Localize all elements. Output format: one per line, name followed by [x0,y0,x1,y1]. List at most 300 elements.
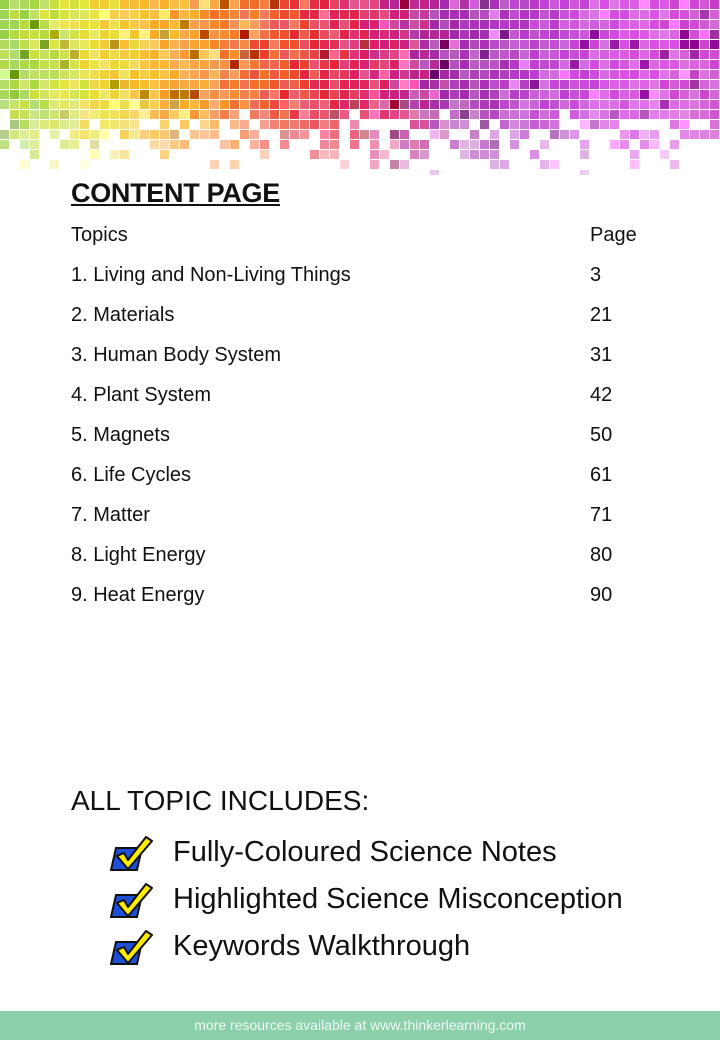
mosaic-tile [70,80,79,89]
mosaic-tile [10,70,19,79]
mosaic-tile [530,40,539,49]
mosaic-tile [330,50,339,59]
mosaic-tile [140,60,149,69]
mosaic-tile [650,40,659,49]
toc-header-row [71,222,651,262]
mosaic-tile [690,80,699,89]
mosaic-tile [300,20,309,29]
mosaic-tile [90,90,99,99]
mosaic-tile [440,130,449,139]
mosaic-tile [580,120,589,129]
mosaic-tile [100,110,109,119]
mosaic-tile [0,50,9,59]
mosaic-tile [460,10,469,19]
mosaic-tile [660,40,669,49]
mosaic-tile [90,140,99,149]
mosaic-tile [430,70,439,79]
mosaic-tile [660,0,669,9]
mosaic-tile [100,20,109,29]
mosaic-tile [570,70,579,79]
mosaic-tile [550,110,559,119]
mosaic-tile [510,10,519,19]
mosaic-tile [60,70,69,79]
mosaic-tile [70,70,79,79]
mosaic-tile [670,60,679,69]
mosaic-tile [120,110,129,119]
mosaic-tile [650,20,659,29]
mosaic-tile [490,100,499,109]
mosaic-tile [240,70,249,79]
mosaic-tile [50,50,59,59]
mosaic-tile [590,30,599,39]
mosaic-tile [390,50,399,59]
mosaic-tile [40,110,49,119]
mosaic-tile [410,10,419,19]
mosaic-tile [440,100,449,109]
mosaic-tile [540,50,549,59]
mosaic-tile [160,90,169,99]
mosaic-tile [80,90,89,99]
mosaic-tile [270,80,279,89]
mosaic-tile [50,80,59,89]
mosaic-tile [470,50,479,59]
mosaic-tile [380,70,389,79]
page-column-header: Page [590,224,637,246]
mosaic-tile [480,150,489,159]
mosaic-tile [620,40,629,49]
mosaic-tile [510,0,519,9]
mosaic-tile [320,20,329,29]
mosaic-tile [190,40,199,49]
mosaic-tile [640,80,649,89]
mosaic-tile [680,130,689,139]
mosaic-tile [280,120,289,129]
mosaic-tile [210,60,219,69]
mosaic-tile [330,120,339,129]
toc-row [71,422,651,462]
mosaic-tile [610,140,619,149]
topics-column-header: Topics [71,224,128,246]
mosaic-tile [300,100,309,109]
mosaic-tile [200,70,209,79]
mosaic-tile [670,0,679,9]
mosaic-tile [590,20,599,29]
mosaic-tile [710,120,719,129]
toc-page-number: 90 [590,584,613,606]
mosaic-tile [440,50,449,59]
mosaic-tile [620,110,629,119]
mosaic-tile [310,40,319,49]
mosaic-tile [310,120,319,129]
mosaic-tile [490,0,499,9]
mosaic-tile [570,90,579,99]
mosaic-tile [600,90,609,99]
mosaic-tile [240,50,249,59]
mosaic-tile [390,140,399,149]
mosaic-tile [10,120,19,129]
mosaic-tile [30,110,39,119]
mosaic-tile [50,100,59,109]
mosaic-tile [340,40,349,49]
mosaic-tile [550,160,559,169]
mosaic-tile [460,20,469,29]
mosaic-tile [340,100,349,109]
mosaic-tile [70,140,79,149]
mosaic-tile [200,90,209,99]
mosaic-tile [460,120,469,129]
mosaic-tile [650,30,659,39]
mosaic-tile [600,20,609,29]
toc-row [71,382,651,422]
mosaic-tile [10,100,19,109]
mosaic-tile [230,100,239,109]
mosaic-tile [230,30,239,39]
mosaic-tile [260,0,269,9]
mosaic-tile [70,20,79,29]
mosaic-tile [100,30,109,39]
mosaic-tile [450,0,459,9]
toc-topic: 3. Human Body System [71,344,282,366]
mosaic-tile [560,20,569,29]
mosaic-tile [310,80,319,89]
mosaic-tile [600,10,609,19]
mosaic-tile [590,60,599,69]
mosaic-tile [190,90,199,99]
mosaic-tile [690,50,699,59]
mosaic-tile [330,80,339,89]
mosaic-tile [420,30,429,39]
mosaic-tile [370,80,379,89]
mosaic-tile [560,40,569,49]
mosaic-tile [300,90,309,99]
mosaic-tile [560,60,569,69]
mosaic-tile [130,90,139,99]
mosaic-tile [630,60,639,69]
toc-topic: 8. Light Energy [71,544,206,566]
mosaic-tile [360,60,369,69]
mosaic-tile [660,10,669,19]
mosaic-tile [410,100,419,109]
mosaic-tile [250,70,259,79]
mosaic-tile [0,0,9,9]
toc-page-number: 71 [590,504,613,526]
mosaic-tile [520,30,529,39]
mosaic-tile [20,0,29,9]
mosaic-tile [500,100,509,109]
mosaic-tile [80,10,89,19]
mosaic-tile [520,70,529,79]
mosaic-tile [500,110,509,119]
mosaic-tile [610,70,619,79]
mosaic-tile [270,110,279,119]
mosaic-tile [110,110,119,119]
mosaic-tile [500,120,509,129]
mosaic-tile [380,20,389,29]
mosaic-tile [450,50,459,59]
mosaic-tile [80,40,89,49]
mosaic-tile [250,20,259,29]
mosaic-tile [550,90,559,99]
mosaic-tile [30,10,39,19]
mosaic-tile [50,90,59,99]
mosaic-tile [710,60,719,69]
mosaic-tile [680,0,689,9]
mosaic-tile [240,30,249,39]
mosaic-tile [0,100,9,109]
mosaic-tile [580,140,589,149]
mosaic-tile [70,0,79,9]
mosaic-tile [160,40,169,49]
mosaic-tile [710,90,719,99]
mosaic-tile [480,120,489,129]
mosaic-tile [410,110,419,119]
mosaic-tile [350,90,359,99]
mosaic-tile [690,130,699,139]
mosaic-tile [400,130,409,139]
mosaic-tile [710,20,719,29]
mosaic-tile [170,100,179,109]
mosaic-tile [410,140,419,149]
mosaic-tile [430,60,439,69]
mosaic-tile [620,70,629,79]
mosaic-tile [620,60,629,69]
toc-topic: 9. Heat Energy [71,584,205,606]
mosaic-tile [230,80,239,89]
mosaic-tile [490,130,499,139]
mosaic-tile [550,0,559,9]
mosaic-tile [270,10,279,19]
mosaic-tile [630,110,639,119]
mosaic-tile [130,70,139,79]
mosaic-tile [510,50,519,59]
mosaic-tile [40,120,49,129]
mosaic-tile [330,90,339,99]
mosaic-tile [580,170,589,175]
mosaic-tile [280,130,289,139]
mosaic-tile [460,50,469,59]
mosaic-tile [100,100,109,109]
mosaic-tile [90,100,99,109]
mosaic-tile [170,80,179,89]
mosaic-tile [690,100,699,109]
mosaic-tile [300,110,309,119]
mosaic-tile [670,70,679,79]
mosaic-tile [480,40,489,49]
mosaic-tile [190,80,199,89]
toc-page-number: 42 [590,384,613,406]
mosaic-tile [390,110,399,119]
mosaic-tile [280,50,289,59]
mosaic-tile [350,70,359,79]
mosaic-tile [80,20,89,29]
mosaic-tile [170,50,179,59]
mosaic-tile [120,60,129,69]
mosaic-tile [490,50,499,59]
mosaic-tile [700,40,709,49]
mosaic-tile [360,100,369,109]
mosaic-tile [80,130,89,139]
mosaic-tile [650,80,659,89]
mosaic-tile [640,0,649,9]
mosaic-tile [50,160,59,169]
mosaic-tile [320,100,329,109]
mosaic-tile [340,30,349,39]
mosaic-tile [130,30,139,39]
mosaic-tile [390,20,399,29]
mosaic-tile [130,50,139,59]
mosaic-tile [410,120,419,129]
mosaic-tile [60,30,69,39]
mosaic-tile [400,50,409,59]
mosaic-tile [440,70,449,79]
mosaic-tile [430,30,439,39]
mosaic-tile [380,30,389,39]
mosaic-tile [670,110,679,119]
mosaic-tile [390,10,399,19]
mosaic-tile [50,60,59,69]
mosaic-tile [180,120,189,129]
mosaic-tile [130,130,139,139]
mosaic-tile [510,60,519,69]
mosaic-tile [170,30,179,39]
mosaic-tile [610,40,619,49]
mosaic-tile [340,90,349,99]
mosaic-tile [20,70,29,79]
mosaic-tile [60,90,69,99]
mosaic-tile [300,80,309,89]
mosaic-tile [160,20,169,29]
mosaic-tile [60,120,69,129]
mosaic-tile [570,100,579,109]
mosaic-tile [210,110,219,119]
mosaic-tile [260,120,269,129]
mosaic-tile [200,30,209,39]
mosaic-tile [490,40,499,49]
mosaic-tile [410,20,419,29]
mosaic-tile [370,40,379,49]
mosaic-tile [590,40,599,49]
mosaic-tile [680,60,689,69]
mosaic-tile [290,20,299,29]
mosaic-tile [580,60,589,69]
mosaic-tile [570,110,579,119]
toc-row [71,582,651,622]
mosaic-tile [280,30,289,39]
mosaic-tile [630,130,639,139]
mosaic-tile [230,160,239,169]
mosaic-tile [290,110,299,119]
mosaic-tile [530,0,539,9]
mosaic-tile [660,60,669,69]
mosaic-tile [630,90,639,99]
mosaic-tile [400,110,409,119]
mosaic-tile [530,100,539,109]
mosaic-tile [190,20,199,29]
mosaic-tile [70,60,79,69]
mosaic-tile [330,10,339,19]
mosaic-tile [280,60,289,69]
mosaic-tile [270,20,279,29]
mosaic-tile [110,30,119,39]
mosaic-tile [390,100,399,109]
mosaic-tile [190,100,199,109]
mosaic-tile [390,130,399,139]
mosaic-tile [490,90,499,99]
mosaic-tile [520,10,529,19]
mosaic-tile [110,70,119,79]
mosaic-tile [20,160,29,169]
mosaic-tile [60,80,69,89]
mosaic-tile [220,60,229,69]
mosaic-tile [140,100,149,109]
mosaic-tile [710,130,719,139]
mosaic-tile [690,70,699,79]
mosaic-tile [530,10,539,19]
mosaic-tile [440,120,449,129]
mosaic-tile [250,60,259,69]
mosaic-tile [470,100,479,109]
mosaic-tile [610,110,619,119]
mosaic-tile [310,30,319,39]
mosaic-tile [30,140,39,149]
mosaic-tile [340,160,349,169]
mosaic-tile [30,50,39,59]
mosaic-tile [370,90,379,99]
mosaic-tile [410,50,419,59]
mosaic-tile [260,10,269,19]
mosaic-tile [40,0,49,9]
mosaic-tile [500,20,509,29]
mosaic-tile [160,30,169,39]
mosaic-tile [600,80,609,89]
mosaic-tile [650,0,659,9]
mosaic-tile [210,50,219,59]
mosaic-tile [690,110,699,119]
mosaic-tile [170,70,179,79]
mosaic-tile [390,40,399,49]
mosaic-tile [680,100,689,109]
mosaic-tile [160,130,169,139]
table-of-contents [71,222,651,622]
mosaic-tile [130,120,139,129]
mosaic-tile [90,40,99,49]
mosaic-tile [500,160,509,169]
mosaic-tile [180,40,189,49]
mosaic-tile [380,50,389,59]
mosaic-tile [350,40,359,49]
mosaic-tile [390,80,399,89]
mosaic-tile [460,90,469,99]
mosaic-tile [430,110,439,119]
mosaic-tile [540,10,549,19]
mosaic-tile [270,0,279,9]
mosaic-tile [490,140,499,149]
mosaic-tile [330,100,339,109]
mosaic-tile [420,150,429,159]
mosaic-tile [680,50,689,59]
mosaic-tile [90,70,99,79]
toc-topic: 2. Materials [71,304,175,326]
mosaic-tile [530,90,539,99]
mosaic-tile [230,120,239,129]
mosaic-tile [310,10,319,19]
mosaic-tile [510,20,519,29]
mosaic-tile [480,110,489,119]
mosaic-tile [520,80,529,89]
mosaic-tile [310,70,319,79]
mosaic-tile [260,20,269,29]
mosaic-tile [710,0,719,9]
